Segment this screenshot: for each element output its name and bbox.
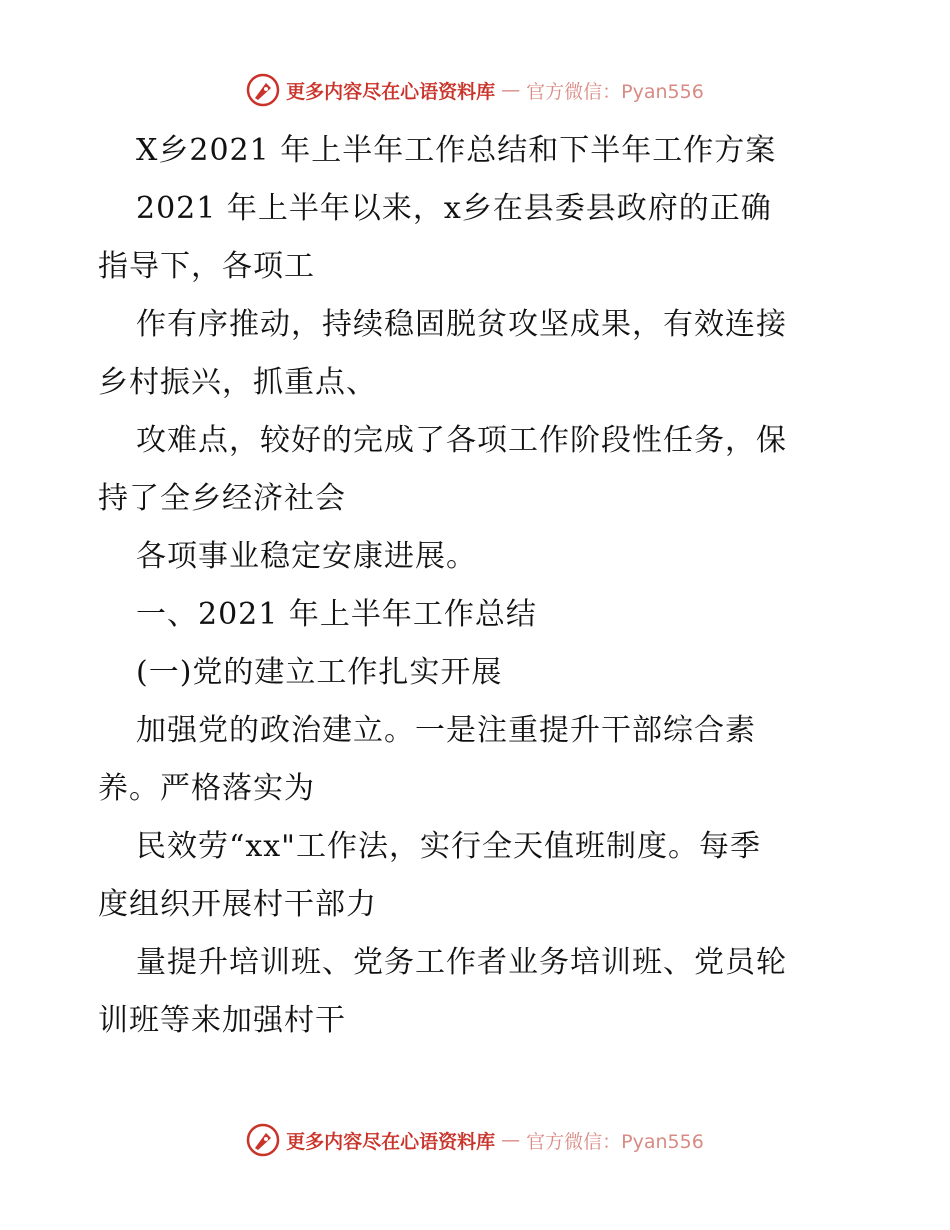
banner-wechat-text: 官方微信：Pyan556 xyxy=(526,1130,704,1153)
paragraph-line: 指导下，各项工 xyxy=(98,249,315,284)
paragraph-line: 加强党的政治建立。一是注重提升干部综合素 xyxy=(136,713,756,748)
paragraph-line: 各项事业稳定安康进展。 xyxy=(136,539,477,574)
pen-nib-icon xyxy=(246,1123,280,1157)
banner-main-text: 更多内容尽在心语资料库 xyxy=(286,80,496,103)
paragraph-line: 度组织开展村干部力 xyxy=(98,887,377,922)
paragraph-line: 持了全乡经济社会 xyxy=(98,481,346,516)
paragraph-line: 作有序推动，持续稳固脱贫攻坚成果，有效连接 xyxy=(136,307,787,342)
paragraph-line: 养。严格落实为 xyxy=(98,771,315,806)
document-title: X乡2021 年上半年工作总结和下半年工作方案 xyxy=(136,133,777,168)
paragraph-line: 训班等来加强村干 xyxy=(98,1003,346,1038)
paragraph-line: 民效劳“xx"工作法，实行全天值班制度。每季 xyxy=(136,829,761,864)
subsection-heading: (一)党的建立工作扎实开展 xyxy=(136,655,503,690)
paragraph-line: 攻难点，较好的完成了各项工作阶段性任务，保 xyxy=(136,423,787,458)
paragraph-line: 2021 年上半年以来，x乡在县委县政府的正确 xyxy=(136,191,772,226)
banner-main-text: 更多内容尽在心语资料库 xyxy=(286,1130,496,1153)
footer-banner xyxy=(0,1120,950,1160)
section-heading: 一、2021 年上半年工作总结 xyxy=(136,597,537,632)
banner-separator: — xyxy=(501,79,521,101)
banner-wechat-text: 官方微信：Pyan556 xyxy=(526,80,704,103)
document-body xyxy=(98,122,868,1050)
paragraph-line: 量提升培训班、党务工作者业务培训班、党员轮 xyxy=(136,945,787,980)
pen-nib-icon xyxy=(246,73,280,107)
header-banner xyxy=(0,70,950,110)
paragraph-line: 乡村振兴，抓重点、 xyxy=(98,365,377,400)
banner-separator: — xyxy=(501,1129,521,1151)
